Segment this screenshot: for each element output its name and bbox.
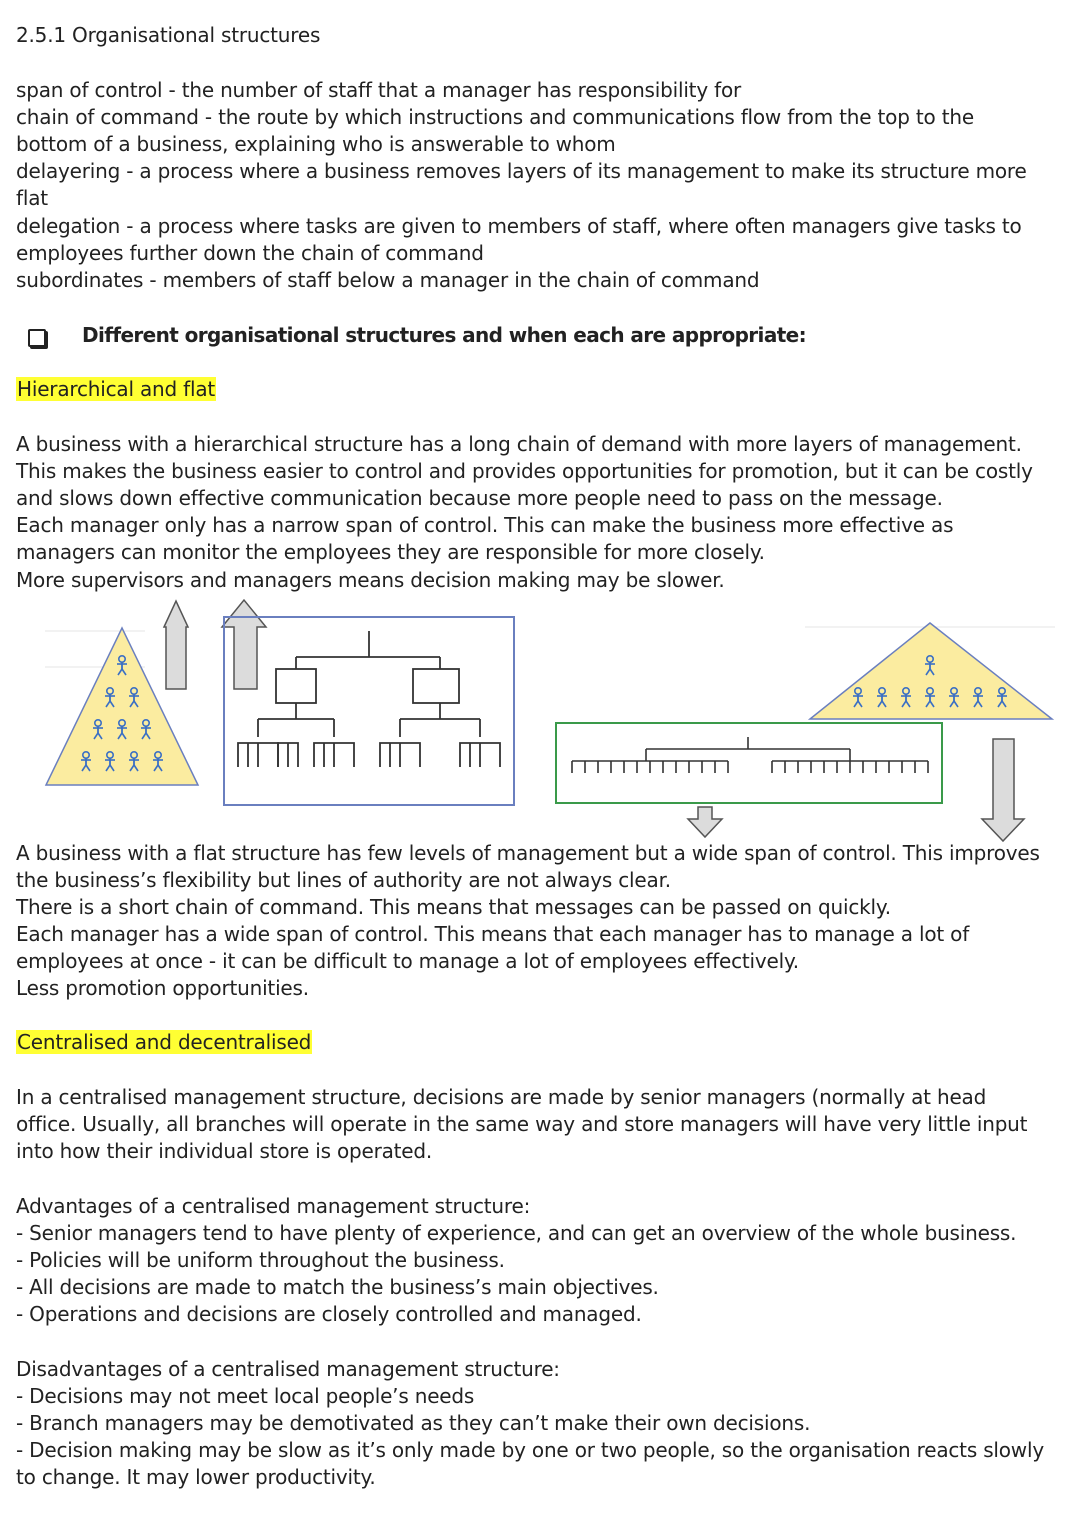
flat-triangle-icon (810, 623, 1052, 719)
down-arrow-icon (688, 807, 722, 837)
paragraph-line: into how their individual store is operated. (16, 1139, 433, 1163)
paragraph-line: Each manager only has a narrow span of control. This can make the business more effective as (16, 513, 954, 537)
paragraph-line: This makes the business easier to control and provides opportunities for promotion, but it can be costly (16, 459, 1033, 483)
definition-line: bottom of a business, explaining who is answerable to whom (16, 132, 616, 156)
paragraph-line: A business with a flat structure has few levels of management but a wide span of control. This improves (16, 841, 1040, 865)
hierarchical-heading: Hierarchical and flat (17, 377, 216, 401)
definition-line: delayering - a process where a business removes layers of its management to make its structure more (16, 159, 1027, 183)
up-arrow-icon (222, 600, 266, 689)
definition-line: chain of command - the route by which instructions and communications flow from the top to the (16, 105, 974, 129)
paragraph-line: office. Usually, all branches will operate in the same way and store managers will have very little input (16, 1112, 1028, 1136)
paragraph-line: In a centralised management structure, decisions are made by senior managers (normally at head (16, 1085, 987, 1109)
paragraph-line: More supervisors and managers means decision making may be slower. (16, 568, 725, 592)
definition-line: delegation - a process where tasks are given to members of staff, where often managers give tasks to (16, 214, 1022, 238)
paragraph-line: Each manager has a wide span of control. This means that each manager has to manage a lot of (16, 922, 970, 946)
list-item: - Decisions may not meet local people’s needs (16, 1384, 475, 1408)
checkbox-icon[interactable] (28, 329, 46, 347)
paragraph-line: employees at once - it can be difficult to manage a lot of employees effectively. (16, 949, 799, 973)
down-arrow-icon (982, 739, 1024, 841)
paragraph-line: managers can monitor the employees they are responsible for more closely. (16, 540, 765, 564)
section-heading: Different organisational structures and when each are appropriate: (82, 323, 807, 347)
structure-diagram (0, 595, 1080, 845)
paragraph-line: A business with a hierarchical structure has a long chain of demand with more layers of management. (16, 432, 1022, 456)
list-item: - Branch managers may be demotivated as they can’t make their own decisions. (16, 1411, 811, 1435)
paragraph-line: There is a short chain of command. This means that messages can be passed on quickly. (16, 895, 891, 919)
list-item: - Senior managers tend to have plenty of experience, and can get an overview of the whole business. (16, 1221, 1017, 1245)
paragraph-line: the business’s flexibility but lines of authority are not always clear. (16, 868, 671, 892)
advantages-heading: Advantages of a centralised management structure: (16, 1194, 531, 1218)
tall-org-chart (224, 617, 514, 805)
page-title: 2.5.1 Organisational structures (16, 23, 321, 47)
definition-line: flat (16, 186, 48, 210)
list-item: - Policies will be uniform throughout the business. (16, 1248, 505, 1272)
list-item: - Operations and decisions are closely controlled and managed. (16, 1302, 642, 1326)
paragraph-line: and slows down effective communication because more people need to pass on the message. (16, 486, 943, 510)
definition-line: employees further down the chain of command (16, 241, 484, 265)
disadvantages-heading: Disadvantages of a centralised management structure: (16, 1357, 560, 1381)
definition-line: subordinates - members of staff below a manager in the chain of command (16, 268, 760, 292)
definition-line: span of control - the number of staff that a manager has responsibility for (16, 78, 742, 102)
paragraph-line: Less promotion opportunities. (16, 976, 309, 1000)
list-item: - All decisions are made to match the business’s main objectives. (16, 1275, 659, 1299)
list-item: - Decision making may be slow as it’s only made by one or two people, so the organisation reacts slowly (16, 1438, 1044, 1462)
list-item: to change. It may lower productivity. (16, 1465, 376, 1489)
up-arrow-icon (164, 601, 188, 689)
flat-org-chart (556, 723, 942, 803)
centralised-heading: Centralised and decentralised (17, 1030, 312, 1054)
